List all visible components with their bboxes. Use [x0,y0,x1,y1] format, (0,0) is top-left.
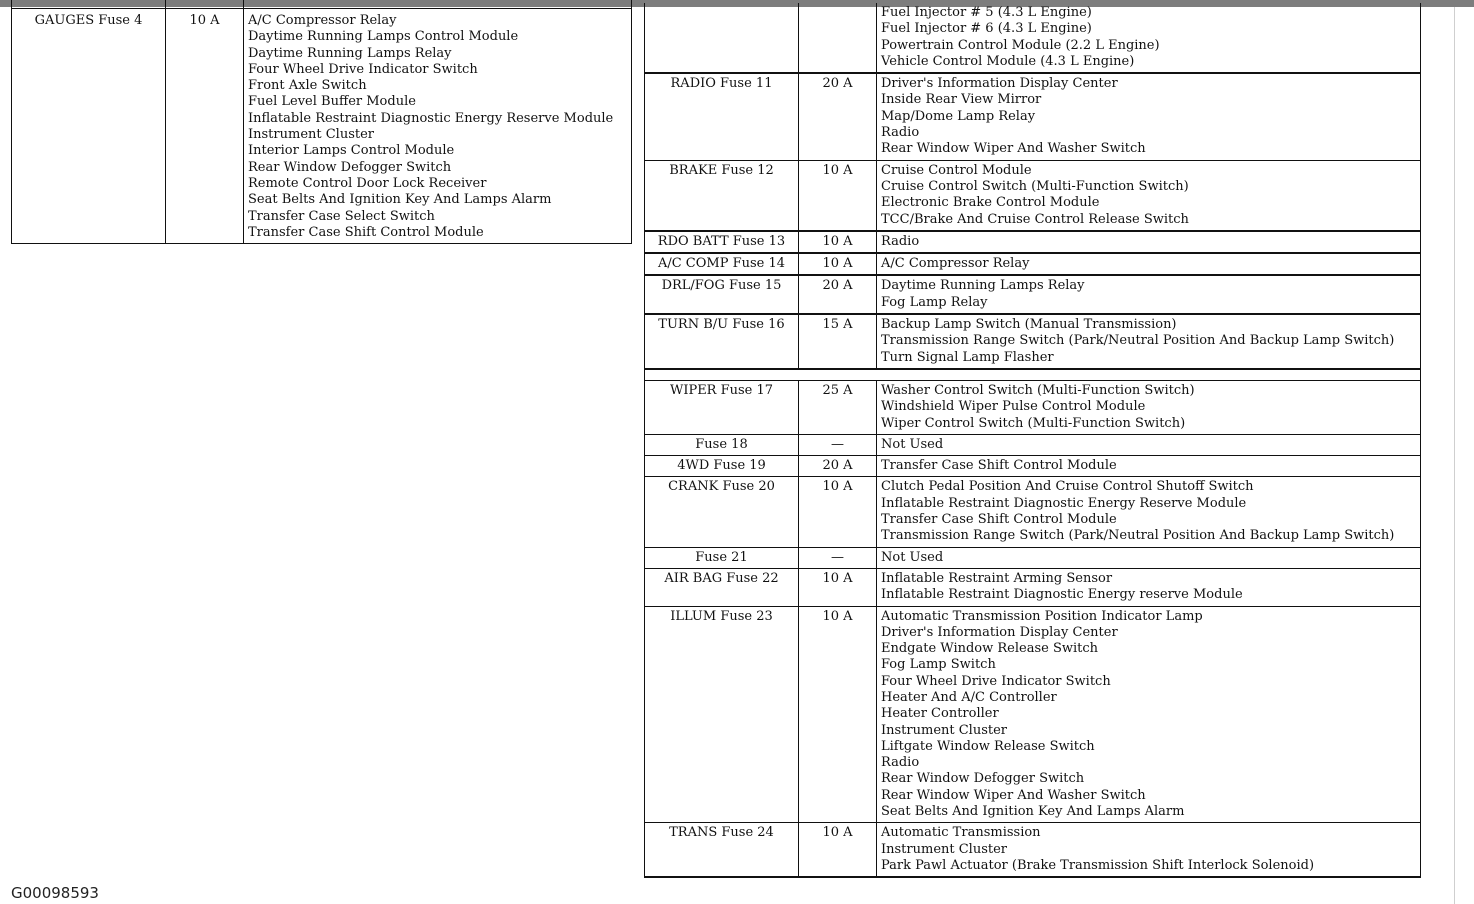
circuit-item: • Powertrain Control Module (2.2 L Engine) [881,38,1416,54]
fuse-name: 4WD Fuse 19 [645,456,799,477]
circuit-item: • Cruise Control Module [881,163,1416,179]
fuse-name: TRANS Fuse 24 [645,823,799,877]
table-row [645,547,1421,568]
fuse-circuits [877,73,1421,160]
circuit-item: • Driver's Information Display Center [881,625,1416,641]
circuit-item: • Endgate Window Release Switch [881,641,1416,657]
table-row [645,434,1421,455]
circuit-item: • Fuel Injector # 5 (4.3 L Engine) [881,5,1416,21]
circuit-item: • Inflatable Restraint Arming Sensor [881,571,1416,587]
fuse-circuits [877,380,1421,434]
circuit-item: • Wiper Control Switch (Multi-Function Switch) [881,416,1416,432]
circuit-item: • Heater And A/C Controller [881,690,1416,706]
fuse-name-cell [12,0,166,9]
circuit-item: • Rear Window Wiper And Washer Switch [881,788,1416,804]
fuse-table-left [11,0,632,244]
circuit-item: • A/C Compressor Relay [248,13,627,29]
fuse-amperage: 10 A [799,253,877,275]
circuit-item: • Daytime Running Lamps Control Module [248,29,627,45]
fuse-amperage: 15 A [799,314,877,369]
fuse-name: RDO BATT Fuse 13 [645,231,799,253]
circuit-item: • Heater Controller [881,706,1416,722]
table-row [645,314,1421,369]
fuse-circuits [877,314,1421,369]
fuse-name: Fuse 18 [645,434,799,455]
circuit-item: • Interior Lamps Control Module [248,143,627,159]
fuse-amperage: 20 A [799,73,877,160]
table-row [645,606,1421,823]
circuit-item: • Cruise Control Switch (Multi-Function Switch) [881,179,1416,195]
fuse-circuits [877,3,1421,73]
table-row [645,275,1421,314]
circuit-item: • Radio [881,125,1416,141]
circuit-item: • Vehicle Control Module (4.3 L Engine) [881,54,1416,70]
circuit-item: • Transfer Case Select Switch [248,209,627,225]
fuse-name: DRL/FOG Fuse 15 [645,275,799,314]
fuse-name: GAUGES Fuse 4 [12,9,166,244]
circuit-item: • Transmission Range Switch (Park/Neutral Position And Backup Lamp Switch) [881,528,1416,544]
fuse-circuits [877,477,1421,547]
fuse-circuit-text: Not Used [877,434,1421,455]
circuit-item: • Inflatable Restraint Diagnostic Energy Reserve Module [881,496,1416,512]
fuse-amperage: 10 A [799,823,877,877]
fuse-amperage: — [799,434,877,455]
fuse-circuit-text: Transfer Case Shift Control Module [877,456,1421,477]
fuse-amperage: 10 A [799,160,877,231]
fuse-circuits [877,160,1421,231]
table-row [645,380,1421,434]
table-row [645,477,1421,547]
circuit-item: • Automatic Transmission [881,825,1416,841]
circuit-item: • TCC/Brake And Cruise Control Release Switch [881,212,1416,228]
fuse-amperage: 10 A [166,9,244,244]
fuse-circuits [244,9,632,244]
circuit-item: • Driver's Information Display Center [881,76,1416,92]
circuit-item: • Inflatable Restraint Diagnostic Energy reserve Module [881,587,1416,603]
fuse-circuit-text: A/C Compressor Relay [877,253,1421,275]
fuse-circuits [877,823,1421,877]
table-row [645,231,1421,253]
fuse-amperage: 25 A [799,380,877,434]
table-row [645,3,1421,73]
circuit-item: • Fog Lamp Switch [881,657,1416,673]
circuit-item: • Clutch Pedal Position And Cruise Control Shutoff Switch [881,479,1416,495]
fuse-amperage: 10 A [799,606,877,823]
circuit-item: • Windshield Wiper Pulse Control Module [881,399,1416,415]
fuse-amperage [799,3,877,73]
fuse-amp-cell [166,0,244,9]
fuse-amperage: 10 A [799,231,877,253]
circuit-item: • Transfer Case Shift Control Module [248,225,627,241]
circuit-item: • Front Axle Switch [248,78,627,94]
circuit-item: • Fuel Injector # 6 (4.3 L Engine) [881,21,1416,37]
circuit-item: • Four Wheel Drive Indicator Switch [881,674,1416,690]
circuit-item: • Fuel Level Buffer Module [248,94,627,110]
circuit-item: • Automatic Transmission Position Indicator Lamp [881,609,1416,625]
circuit-item: • Radio [881,755,1416,771]
fuse-circuits [877,568,1421,606]
fuse-name: CRANK Fuse 20 [645,477,799,547]
fuse-name: RADIO Fuse 11 [645,73,799,160]
circuit-item: • Electronic Brake Control Module [881,195,1416,211]
circuit-item: • Rear Window Wiper And Washer Switch [881,141,1416,157]
fuse-circuit-text: Not Used [877,547,1421,568]
circuit-item: • Instrument Cluster [881,723,1416,739]
fuse-table-right [644,3,1421,878]
fuse-amperage: — [799,547,877,568]
circuit-item: • Backup Lamp Switch (Manual Transmission) [881,317,1416,333]
circuit-item: • Daytime Running Lamps Relay [881,278,1416,294]
circuit-item: • Fog Lamp Relay [881,295,1416,311]
circuit-item: • Park Pawl Actuator (Brake Transmission Shift Interlock Solenoid) [881,858,1416,874]
circuit-item: • Map/Dome Lamp Relay [881,109,1416,125]
circuit-item: • Turn Signal Lamp Flasher [881,350,1416,366]
fuse-circuits [877,275,1421,314]
table-row [645,253,1421,275]
circuit-item: • Inflatable Restraint Diagnostic Energy Reserve Module [248,111,627,127]
circuit-item: • Daytime Running Lamps Relay [248,46,627,62]
fuse-name: WIPER Fuse 17 [645,380,799,434]
fuse-name: BRAKE Fuse 12 [645,160,799,231]
circuit-item: • Remote Control Door Lock Receiver [248,176,627,192]
fuse-name: AIR BAG Fuse 22 [645,568,799,606]
circuit-item: • Liftgate Window Release Switch [881,739,1416,755]
table-row [645,823,1421,877]
fuse-name: A/C COMP Fuse 14 [645,253,799,275]
fuse-name [645,3,799,73]
fuse-amperage: 20 A [799,275,877,314]
circuit-item: • Seat Belts And Ignition Key And Lamps Alarm [881,804,1416,820]
circuit-item: • Rear Window Defogger Switch [248,160,627,176]
fuse-amperage: 20 A [799,456,877,477]
circuit-item: • Transfer Case Shift Control Module [881,512,1416,528]
page-edge-line [1454,7,1455,904]
circuit-item: • Four Wheel Drive Indicator Switch [248,62,627,78]
fuse-amperage: 10 A [799,568,877,606]
fuse-name: ILLUM Fuse 23 [645,606,799,823]
table-row [645,568,1421,606]
fuse-name: TURN B/U Fuse 16 [645,314,799,369]
table-row [645,73,1421,160]
circuit-item: • Seat Belts And Ignition Key And Lamps Alarm [248,192,627,208]
table-row [645,456,1421,477]
cut-off-row [12,0,632,9]
table-gap-cell [645,369,1421,381]
table-gap-row [645,369,1421,381]
circuit-item: • Washer Control Switch (Multi-Function Switch) [881,383,1416,399]
table-row [12,9,632,244]
fuse-circuit-text: Radio [877,231,1421,253]
table-row [645,160,1421,231]
fuse-circuit-cell [244,0,632,9]
circuit-item: • Instrument Cluster [881,842,1416,858]
circuit-item: • Inside Rear View Mirror [881,92,1416,108]
fuse-circuits [877,606,1421,823]
fuse-name: Fuse 21 [645,547,799,568]
circuit-item: • Rear Window Defogger Switch [881,771,1416,787]
fuse-amperage: 10 A [799,477,877,547]
circuit-item: • Instrument Cluster [248,127,627,143]
figure-caption: G00098593 [11,884,99,902]
circuit-item: • Transmission Range Switch (Park/Neutral Position And Backup Lamp Switch) [881,333,1416,349]
